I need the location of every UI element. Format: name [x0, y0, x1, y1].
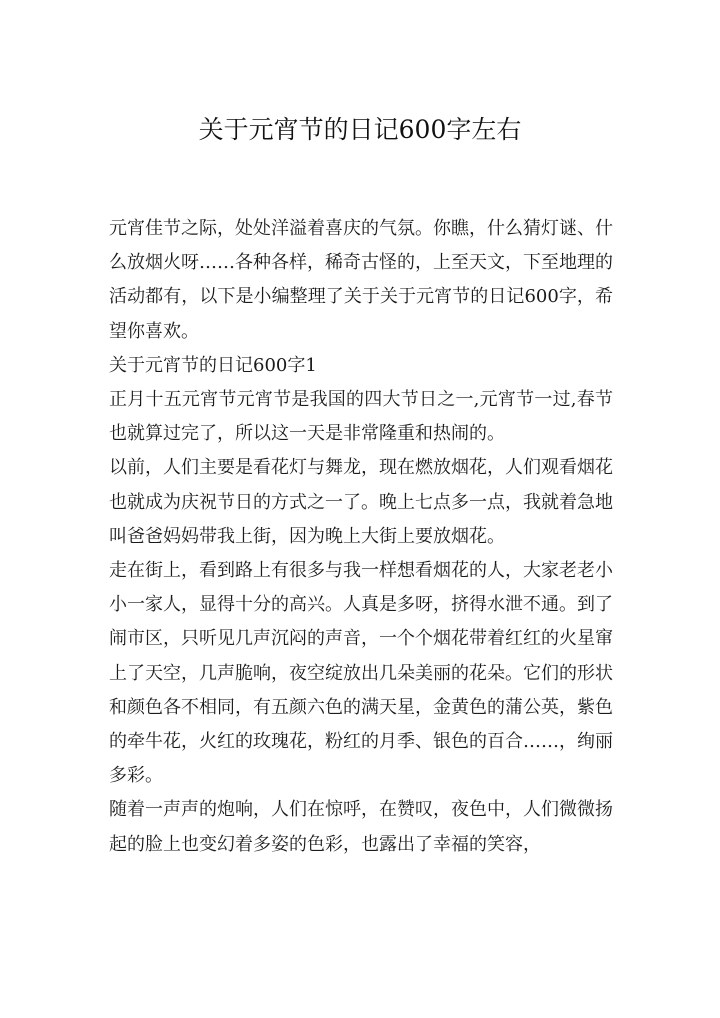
body-paragraph: 随着一声声的炮响，人们在惊呼，在赞叹，夜色中，人们微微扬起的脸上也变幻着多姿的色彩，也露出了幸福的笑容， [109, 799, 613, 855]
body-paragraph: 以前，人们主要是看花灯与舞龙，现在燃放烟花，人们观看烟花也就成为庆祝节日的方式之一了。晚上七点多一点，我就着急地叫爸爸妈妈带我上街，因为晚上大街上要放烟花。 [109, 457, 613, 547]
intro-paragraph: 元宵佳节之际，处处洋溢着喜庆的气氛。你瞧，什么猜灯谜、什么放烟火呀……各种各样，稀奇古怪的，上至天文，下至地理的活动都有，以下是小编整理了关于关于元宵节的日记600字，希望你喜欢。 [109, 218, 613, 342]
body-paragraph: 走在街上，看到路上有很多与我一样想看烟花的人，大家老老小小一家人，显得十分的高兴。人真是多呀，挤得水泄不通。到了闹市区，只听见几声沉闷的声音，一个个烟花带着红红的火星窜上了天空，几声脆响，夜空绽放出几朵美丽的花朵。它们的形状和颜色各不相同，有五颜六色的满天星，金黄色的蒲公英，紫色的牵牛花，火红的玫瑰花，粉红的月季、银色的百合……，绚丽多彩。 [109, 560, 613, 787]
body-paragraph: 正月十五元宵节元宵节是我国的四大节日之一,元宵节一过,春节也就算过完了，所以这一天是非常隆重和热闹的。 [109, 389, 613, 445]
section-heading: 关于元宵节的日记600字1 [109, 354, 317, 376]
document-body [109, 212, 613, 862]
document-title: 关于元宵节的日记600字左右 [198, 115, 522, 144]
